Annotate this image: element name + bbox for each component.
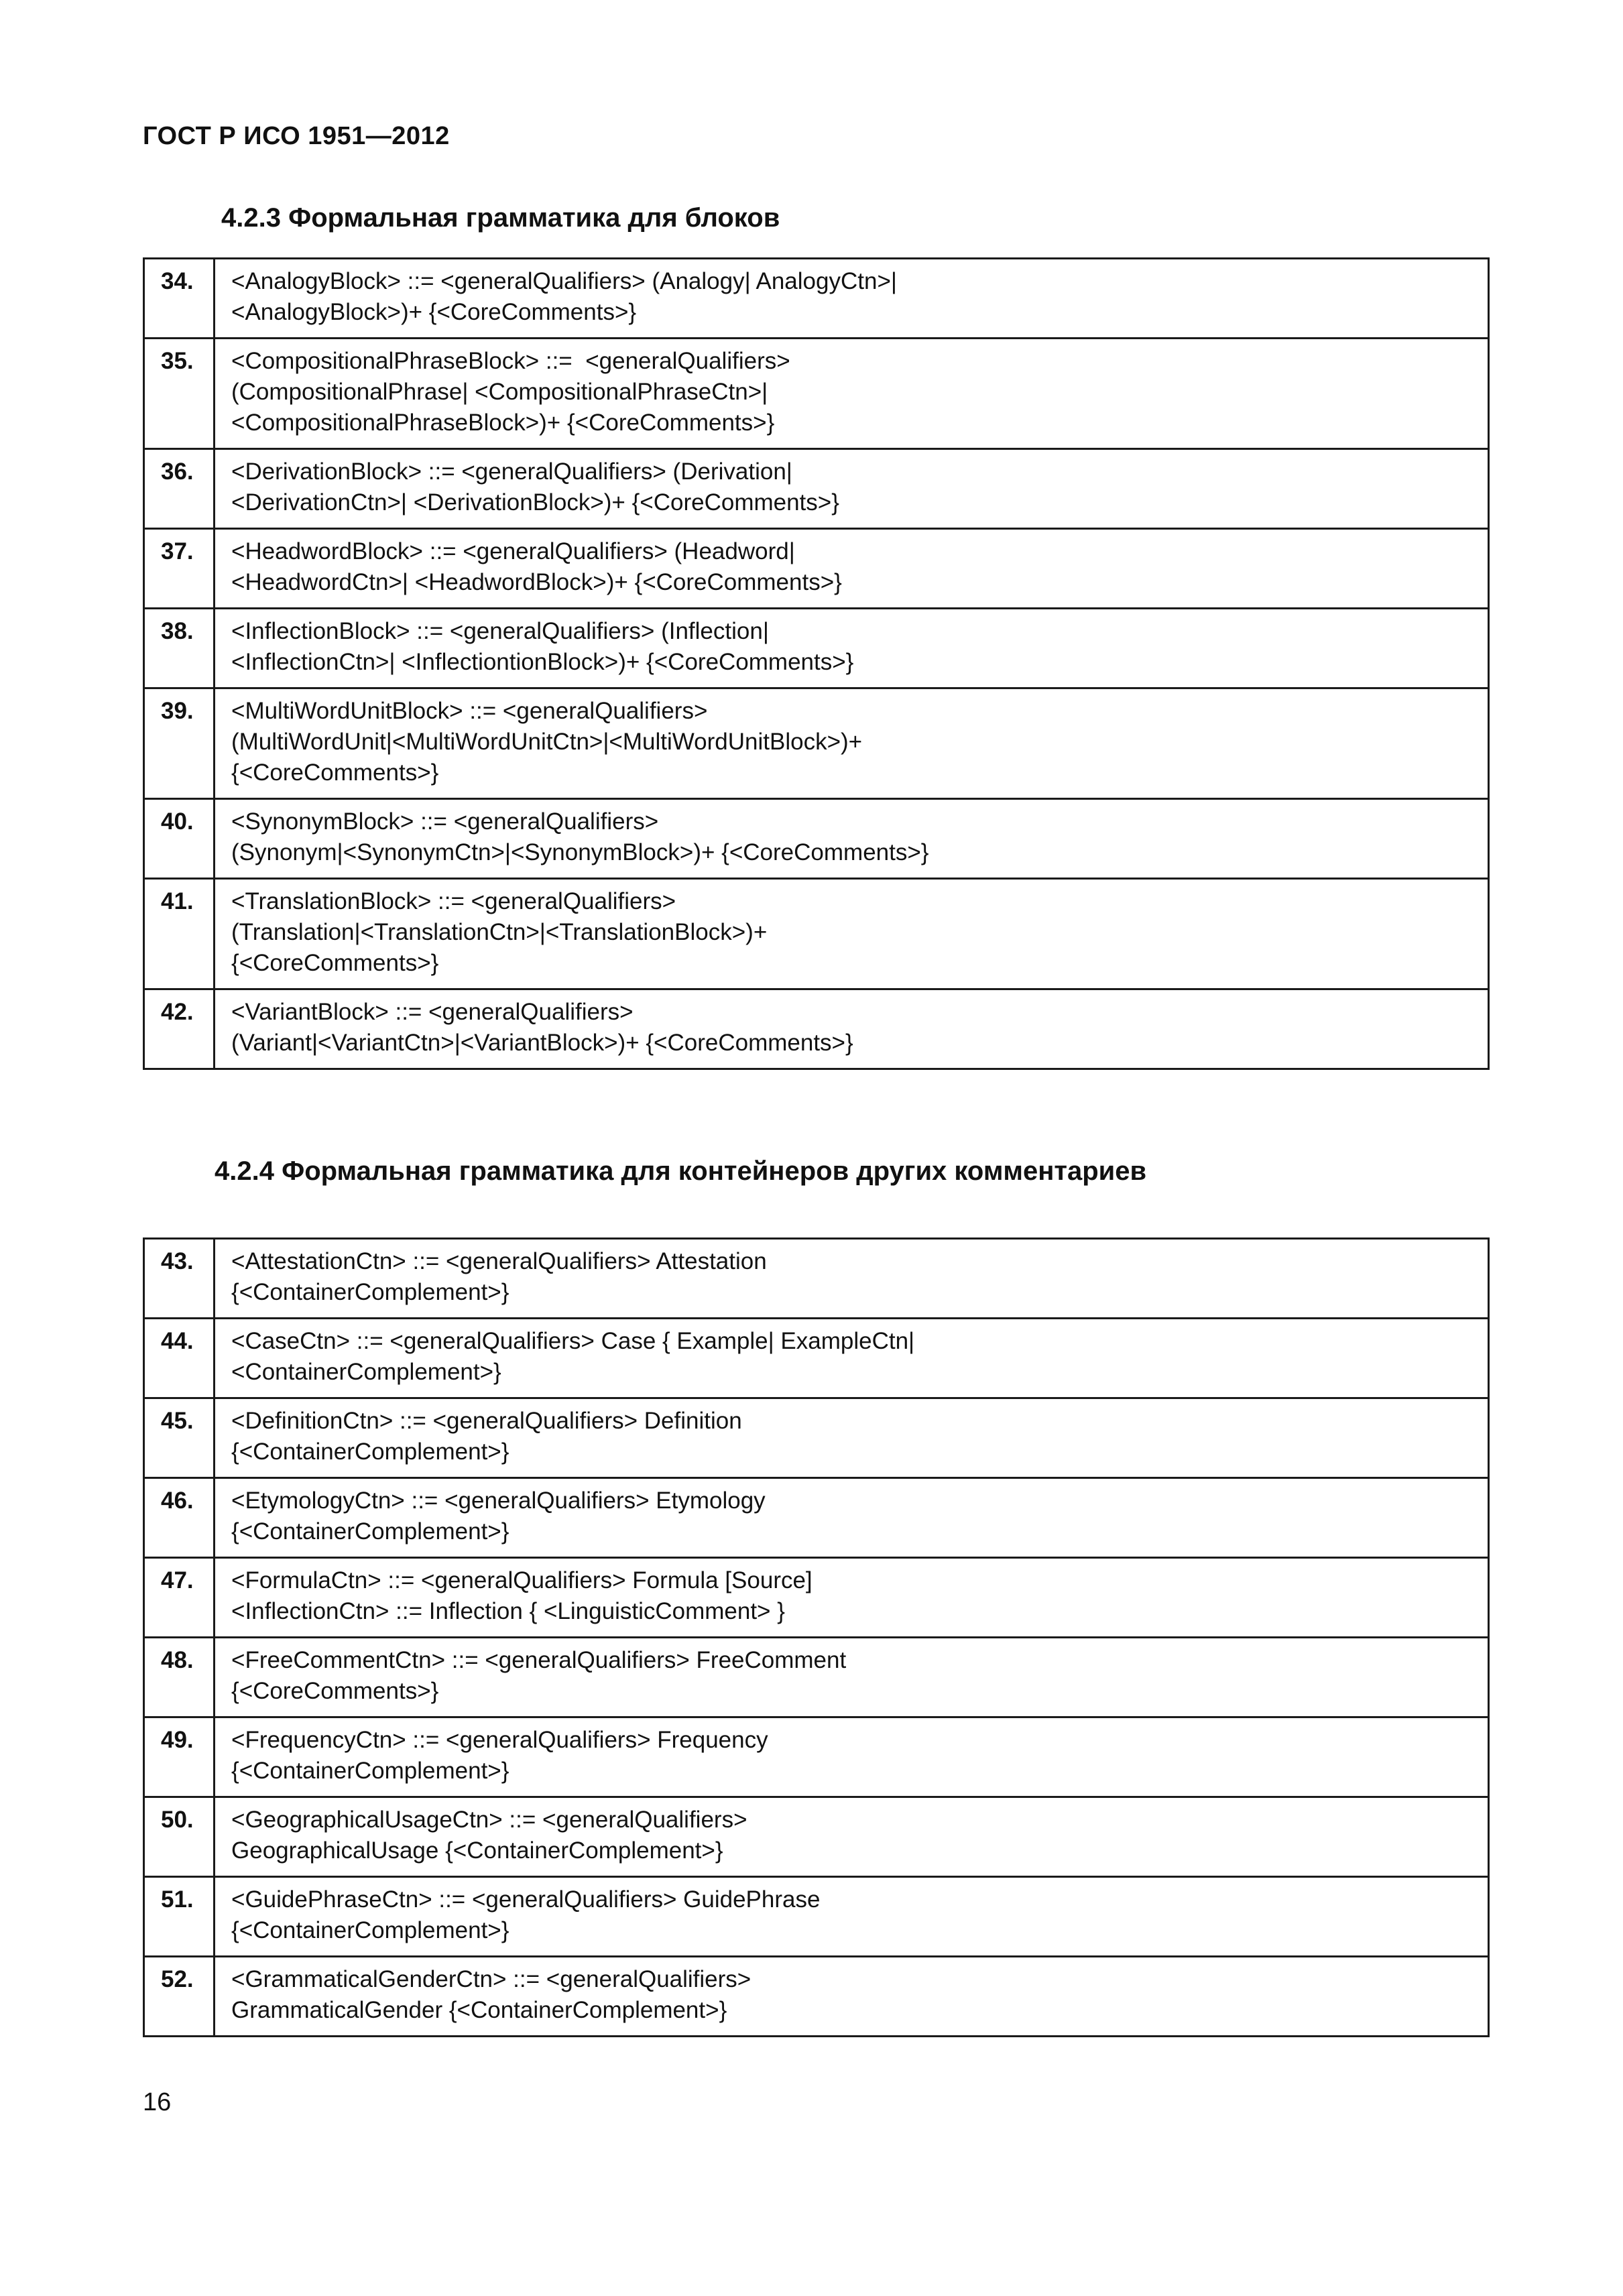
rule-line: <InflectionBlock> ::= <generalQualifiers> (Inflection| xyxy=(231,618,769,644)
rule-line: <AnalogyBlock>)+ {<CoreComments>} xyxy=(231,299,637,325)
rule-definition xyxy=(215,1478,1489,1558)
rule-line: <InflectionCtn>| <InflectiontionBlock>)+ {<CoreComments>} xyxy=(231,649,854,675)
rule-line: <CompositionalPhraseBlock>)+ {<CoreComments>} xyxy=(231,410,775,436)
rule-line: {<ContainerComplement>} xyxy=(231,1439,509,1465)
rule-line: (Synonym|<SynonymCtn>|<SynonymBlock>)+ {<CoreComments>} xyxy=(231,839,929,865)
table-row xyxy=(144,339,1489,449)
rule-line: <ContainerComplement>} xyxy=(231,1359,501,1385)
rule-line: {<ContainerComplement>} xyxy=(231,1758,509,1784)
rule-line: (CompositionalPhrase| <CompositionalPhraseCtn>| xyxy=(231,379,768,405)
table-row xyxy=(144,449,1489,529)
rule-line: <DefinitionCtn> ::= <generalQualifiers> Definition xyxy=(231,1408,742,1434)
rule-line: (Translation|<TranslationCtn>|<TranslationBlock>)+ xyxy=(231,919,768,945)
rule-definition xyxy=(215,799,1489,879)
rule-line: <AttestationCtn> ::= <generalQualifiers> Attestation xyxy=(231,1248,767,1274)
rule-line: <GeographicalUsageCtn> ::= <generalQualifiers> xyxy=(231,1807,747,1833)
table-row xyxy=(144,1558,1489,1638)
rule-definition xyxy=(215,688,1489,799)
rule-number: 46. xyxy=(144,1478,215,1558)
rule-line: <HeadwordCtn>| <HeadwordBlock>)+ {<CoreComments>} xyxy=(231,569,842,595)
rule-number: 45. xyxy=(144,1398,215,1478)
table-row xyxy=(144,609,1489,688)
rule-line: {<ContainerComplement>} xyxy=(231,1518,509,1545)
rule-definition xyxy=(215,1877,1489,1957)
rule-number: 40. xyxy=(144,799,215,879)
table-row xyxy=(144,259,1489,339)
table-row xyxy=(144,1478,1489,1558)
grammar-table-blocks xyxy=(143,257,1490,1070)
table-row xyxy=(144,1877,1489,1957)
table-row xyxy=(144,1239,1489,1319)
rule-line: {<CoreComments>} xyxy=(231,950,439,976)
rule-number: 42. xyxy=(144,989,215,1069)
rule-line: <InflectionCtn> ::= Inflection { <LinguisticComment> } xyxy=(231,1598,785,1624)
table-row xyxy=(144,1319,1489,1398)
rule-definition xyxy=(215,989,1489,1069)
rule-line: <SynonymBlock> ::= <generalQualifiers> xyxy=(231,808,659,835)
table-row xyxy=(144,688,1489,799)
rule-definition xyxy=(215,1398,1489,1478)
rule-definition xyxy=(215,1797,1489,1877)
rule-line: (Variant|<VariantCtn>|<VariantBlock>)+ {<CoreComments>} xyxy=(231,1030,853,1056)
table-row xyxy=(144,1398,1489,1478)
rule-number: 38. xyxy=(144,609,215,688)
rule-line: <DerivationCtn>| <DerivationBlock>)+ {<CoreComments>} xyxy=(231,489,839,516)
rule-line: {<CoreComments>} xyxy=(231,760,439,786)
table-row xyxy=(144,1797,1489,1877)
rule-definition xyxy=(215,1717,1489,1797)
rule-line: <GuidePhraseCtn> ::= <generalQualifiers> GuidePhrase xyxy=(231,1886,821,1913)
rule-number: 37. xyxy=(144,529,215,609)
page-number: 16 xyxy=(143,2088,172,2116)
table-row xyxy=(144,529,1489,609)
rule-line: GeographicalUsage {<ContainerComplement>} xyxy=(231,1837,723,1864)
rule-number: 52. xyxy=(144,1957,215,2037)
table-row xyxy=(144,1957,1489,2037)
rule-number: 51. xyxy=(144,1877,215,1957)
rule-line: <AnalogyBlock> ::= <generalQualifiers> (Analogy| AnalogyCtn>| xyxy=(231,268,897,294)
rule-line: <TranslationBlock> ::= <generalQualifiers> xyxy=(231,888,676,914)
rule-number: 36. xyxy=(144,449,215,529)
table-row xyxy=(144,989,1489,1069)
rule-number: 39. xyxy=(144,688,215,799)
rule-line: <MultiWordUnitBlock> ::= <generalQualifiers> xyxy=(231,698,708,724)
rule-line: <DerivationBlock> ::= <generalQualifiers> (Derivation| xyxy=(231,459,792,485)
table-row xyxy=(144,1717,1489,1797)
rule-line: <EtymologyCtn> ::= <generalQualifiers> Etymology xyxy=(231,1488,766,1514)
rule-line: <FreeCommentCtn> ::= <generalQualifiers> FreeComment xyxy=(231,1647,847,1673)
rule-definition xyxy=(215,1239,1489,1319)
table-row xyxy=(144,799,1489,879)
section-heading-containers: 4.2.4 Формальная грамматика для контейнеров других комментариев xyxy=(215,1156,1147,1186)
rule-number: 44. xyxy=(144,1319,215,1398)
rule-line: <VariantBlock> ::= <generalQualifiers> xyxy=(231,999,634,1025)
rule-line: <FrequencyCtn> ::= <generalQualifiers> Frequency xyxy=(231,1727,768,1753)
rule-definition xyxy=(215,1558,1489,1638)
rule-definition xyxy=(215,339,1489,449)
rule-number: 47. xyxy=(144,1558,215,1638)
rule-number: 49. xyxy=(144,1717,215,1797)
rule-number: 34. xyxy=(144,259,215,339)
rule-definition xyxy=(215,1957,1489,2037)
rule-definition xyxy=(215,259,1489,339)
table-row xyxy=(144,879,1489,989)
rule-line: {<ContainerComplement>} xyxy=(231,1279,509,1305)
rule-definition xyxy=(215,879,1489,989)
rule-line: <GrammaticalGenderCtn> ::= <generalQualifiers> xyxy=(231,1966,752,1992)
rule-line: {<CoreComments>} xyxy=(231,1678,439,1704)
rule-definition xyxy=(215,449,1489,529)
section-heading-blocks: 4.2.3 Формальная грамматика для блоков xyxy=(221,203,780,233)
rule-definition xyxy=(215,1319,1489,1398)
rule-line: {<ContainerComplement>} xyxy=(231,1917,509,1943)
rule-definition xyxy=(215,609,1489,688)
grammar-table-containers xyxy=(143,1237,1490,2037)
rule-definition xyxy=(215,529,1489,609)
rule-number: 43. xyxy=(144,1239,215,1319)
rule-number: 41. xyxy=(144,879,215,989)
rule-line: <CompositionalPhraseBlock> ::= <generalQualifiers> xyxy=(231,348,790,374)
rule-definition xyxy=(215,1638,1489,1717)
rule-line: GrammaticalGender {<ContainerComplement>} xyxy=(231,1997,727,2023)
rule-number: 50. xyxy=(144,1797,215,1877)
rule-number: 48. xyxy=(144,1638,215,1717)
rule-number: 35. xyxy=(144,339,215,449)
rule-line: <FormulaCtn> ::= <generalQualifiers> Formula [Source] xyxy=(231,1567,813,1593)
table-row xyxy=(144,1638,1489,1717)
rule-line: <HeadwordBlock> ::= <generalQualifiers> (Headword| xyxy=(231,538,795,564)
rule-line: <CaseCtn> ::= <generalQualifiers> Case { Example| ExampleCtn| xyxy=(231,1328,915,1354)
document-header: ГОСТ Р ИСО 1951—2012 xyxy=(143,122,450,150)
rule-line: (MultiWordUnit|<MultiWordUnitCtn>|<MultiWordUnitBlock>)+ xyxy=(231,729,863,755)
